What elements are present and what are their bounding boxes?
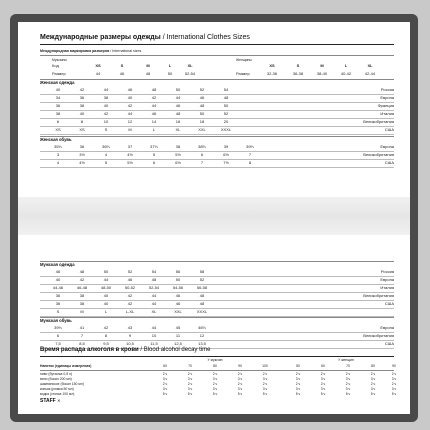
table-cell: XL bbox=[151, 309, 157, 314]
table-cell: 4 bbox=[104, 152, 108, 157]
table-cell: 5 ч bbox=[237, 392, 243, 396]
table-cell: 3 ч bbox=[345, 387, 351, 391]
table-cell: 11 bbox=[175, 333, 181, 338]
table-cell: 48-50 bbox=[100, 285, 112, 290]
table-cell: 2 ч bbox=[162, 382, 168, 386]
country-label: Европа bbox=[380, 95, 394, 100]
table-cell: 9 bbox=[128, 333, 132, 338]
table-cell: 52-54 bbox=[148, 285, 160, 290]
table-cell: 2 ч bbox=[345, 382, 351, 386]
intl-title-ru: Международные размеры одежды bbox=[40, 34, 161, 41]
table-cell: 18 bbox=[199, 119, 205, 124]
table-cell: 44 bbox=[103, 87, 109, 92]
table-cell: 58 bbox=[199, 269, 205, 274]
table-cell: 5 ч bbox=[212, 392, 218, 396]
table-cell: S bbox=[104, 127, 108, 132]
table-cell: 40 bbox=[127, 95, 133, 100]
table-row bbox=[40, 293, 394, 299]
brand-logo: STAFF ✕ bbox=[40, 398, 61, 404]
table-cell: 52 bbox=[223, 111, 229, 116]
country-label: Россия bbox=[380, 87, 394, 92]
table-cell: XXL bbox=[174, 309, 182, 314]
kod-label: Код bbox=[52, 63, 59, 68]
table-cell: 3 ч bbox=[162, 387, 168, 391]
table-cell: 52 bbox=[199, 87, 205, 92]
table-cell: XXL bbox=[198, 127, 206, 132]
table-cell: 3 ч bbox=[237, 377, 243, 381]
table-cell: 48 bbox=[151, 87, 157, 92]
table-cell: 50 bbox=[175, 277, 181, 282]
drink-name: пиво (бутылка 0,5 л) bbox=[40, 372, 73, 376]
table-cell: 3 ч bbox=[345, 377, 351, 381]
table-row bbox=[40, 119, 394, 125]
table-cell: 5½ bbox=[127, 160, 133, 165]
table-row bbox=[40, 285, 394, 291]
table-cell: 4 bbox=[56, 160, 60, 165]
table-cell: 2 ч bbox=[391, 372, 397, 376]
women-code-1: S bbox=[296, 63, 300, 68]
table-cell: 2 ч bbox=[391, 382, 397, 386]
table-cell: 2 ч bbox=[187, 372, 193, 376]
table-cell: 38 bbox=[79, 301, 85, 306]
drink-name: водка (стопка 100 мл) bbox=[40, 392, 75, 396]
table-cell: 48 bbox=[223, 95, 229, 100]
table-cell: 42 bbox=[127, 301, 133, 306]
alcohol-rule bbox=[40, 356, 394, 357]
table-cell: 4½ bbox=[79, 160, 85, 165]
weight-header: 90 bbox=[238, 364, 242, 368]
row-divider bbox=[40, 167, 394, 168]
table-cell: 42 bbox=[127, 103, 133, 108]
table-cell: 3 ч bbox=[262, 387, 268, 391]
table-cell: 7,5 bbox=[55, 341, 61, 346]
table-cell: 37⅓ bbox=[150, 144, 158, 149]
intl-sub-en: / International sizes bbox=[110, 49, 142, 53]
table-cell: 42 bbox=[103, 111, 109, 116]
country-label: Великобритания bbox=[363, 119, 394, 124]
table-cell: 40 bbox=[103, 293, 109, 298]
weight-header: 80 bbox=[371, 364, 375, 368]
table-cell: 2 ч bbox=[262, 372, 268, 376]
country-label: Великобритания bbox=[363, 293, 394, 298]
table-cell: 5 ч bbox=[320, 392, 326, 396]
table-cell: 38⅔ bbox=[198, 144, 206, 149]
table-cell: 46 bbox=[127, 87, 133, 92]
table-cell: 34 bbox=[55, 95, 61, 100]
table-cell: 35⅓ bbox=[54, 144, 62, 149]
weight-header: 60 bbox=[163, 364, 167, 368]
table-row bbox=[40, 103, 394, 109]
table-cell: 5½ bbox=[175, 152, 181, 157]
table-cell: 44-46 bbox=[52, 285, 64, 290]
weight-header: 70 bbox=[188, 364, 192, 368]
drink-name: вино (бокал 200 мл) bbox=[40, 377, 72, 381]
table-cell: 7½ bbox=[223, 160, 229, 165]
men-code-4: XL bbox=[187, 63, 193, 68]
table-cell: 2 ч bbox=[237, 382, 243, 386]
men-shoes-label: Мужская обувь bbox=[40, 318, 72, 323]
table-cell: 39⅓ bbox=[54, 325, 62, 330]
table-cell: 5 bbox=[152, 152, 156, 157]
table-cell: 2 ч bbox=[295, 382, 301, 386]
table-cell: 20 bbox=[223, 119, 229, 124]
men-code-3: L bbox=[168, 63, 172, 68]
men-size-1: 46 bbox=[119, 71, 125, 76]
table-cell: 5 ч bbox=[262, 392, 268, 396]
men-size-3: 50 bbox=[167, 71, 173, 76]
table-cell: 5 ч bbox=[162, 392, 168, 396]
weight-header: 60 bbox=[321, 364, 325, 368]
table-cell: L-XL bbox=[125, 309, 135, 314]
table-row bbox=[40, 144, 394, 150]
table-cell: 3 ч bbox=[187, 387, 193, 391]
table-cell: 50 bbox=[175, 87, 181, 92]
table-cell: 16 bbox=[175, 119, 181, 124]
table-cell: 42 bbox=[151, 95, 157, 100]
table-cell: 46⅔ bbox=[198, 325, 206, 330]
table-cell: 40 bbox=[103, 103, 109, 108]
table-cell: S bbox=[56, 309, 60, 314]
table-cell: 5 ч bbox=[370, 392, 376, 396]
country-label: Европа bbox=[380, 325, 394, 330]
table-cell: 46 bbox=[151, 111, 157, 116]
table-row bbox=[40, 87, 394, 93]
table-cell: 41 bbox=[79, 325, 85, 330]
women-shoes-label: Женская обувь bbox=[40, 137, 72, 142]
table-cell: 3 ч bbox=[295, 377, 301, 381]
table-cell: 7 bbox=[248, 152, 252, 157]
table-cell: 36⅔ bbox=[102, 144, 110, 149]
razmer-label: Размер bbox=[52, 71, 66, 76]
table-cell: 3 bbox=[56, 152, 60, 157]
table-cell: 40 bbox=[79, 111, 85, 116]
weight-header: 70 bbox=[346, 364, 350, 368]
country-label: Россия bbox=[380, 269, 394, 274]
table-cell: 44 bbox=[127, 111, 133, 116]
men-code-1: S bbox=[120, 63, 124, 68]
table-cell: 2 ч bbox=[345, 372, 351, 376]
drink-col-header: Напиток (единицы измерения) bbox=[40, 364, 92, 368]
table-cell: 46 bbox=[55, 269, 61, 274]
men-label: Мужчины bbox=[52, 58, 67, 62]
table-cell: 3 ч bbox=[391, 377, 397, 381]
table-cell: 12 bbox=[199, 333, 205, 338]
table-cell: 44 bbox=[151, 325, 157, 330]
weight-header: 100 bbox=[262, 364, 268, 368]
table-cell: 11,5 bbox=[150, 341, 158, 346]
table-cell: 6½ bbox=[175, 160, 181, 165]
table-cell: 3 ч bbox=[212, 377, 218, 381]
women-label: Женщины bbox=[236, 58, 252, 62]
alcohol-title-en: / Blood alcohol decay time bbox=[140, 347, 211, 353]
table-cell: 37 bbox=[127, 144, 133, 149]
country-label: Европа bbox=[380, 144, 394, 149]
table-cell: 38 bbox=[103, 95, 109, 100]
table-cell: 2 ч bbox=[162, 372, 168, 376]
table-cell: 43 bbox=[127, 325, 133, 330]
table-cell: 14 bbox=[151, 119, 157, 124]
table-cell: 44 bbox=[175, 95, 181, 100]
table-cell: 54 bbox=[223, 87, 229, 92]
women-size-4: 42-44 bbox=[364, 71, 376, 76]
country-label: Франция bbox=[377, 103, 394, 108]
country-label: Великобритания bbox=[363, 333, 394, 338]
table-cell: 5 ч bbox=[391, 392, 397, 396]
country-label: Великобритания bbox=[363, 152, 394, 157]
men-size-0: 44 bbox=[95, 71, 101, 76]
table-cell: 2 ч bbox=[295, 372, 301, 376]
table-cell: 3 ч bbox=[187, 377, 193, 381]
table-cell: 2 ч bbox=[187, 382, 193, 386]
table-cell: 45 bbox=[175, 325, 181, 330]
table-cell: 56 bbox=[175, 269, 181, 274]
table-cell: 48 bbox=[175, 111, 181, 116]
table-cell: 3 ч bbox=[320, 377, 326, 381]
table-cell: 2 ч bbox=[212, 372, 218, 376]
men-size-2: 48 bbox=[145, 71, 151, 76]
table-cell: 10 bbox=[103, 119, 109, 124]
table-cell: 40 bbox=[55, 277, 61, 282]
spread-fold bbox=[18, 197, 410, 235]
table-cell: 52 bbox=[199, 277, 205, 282]
table-cell: 52 bbox=[127, 269, 133, 274]
table-cell: 6 bbox=[56, 333, 60, 338]
intl-subtitle bbox=[40, 49, 394, 53]
table-cell: 36 bbox=[79, 144, 85, 149]
table-cell: 6½ bbox=[223, 152, 229, 157]
table-row bbox=[40, 111, 394, 117]
table-cell: 46 bbox=[175, 103, 181, 108]
table-cell: 36 bbox=[55, 103, 61, 108]
table-cell: 3 ч bbox=[212, 387, 218, 391]
table-row bbox=[40, 95, 394, 101]
country-label: США bbox=[384, 160, 394, 165]
table-cell: 42 bbox=[79, 87, 85, 92]
table-cell: 56-58 bbox=[196, 285, 208, 290]
table-cell: 48 bbox=[199, 103, 205, 108]
table-cell: 38 bbox=[79, 293, 85, 298]
table-cell: XXXL bbox=[196, 309, 208, 314]
table-cell: 8 bbox=[80, 119, 84, 124]
table-cell: XS bbox=[55, 127, 61, 132]
table-cell: 48 bbox=[151, 277, 157, 282]
table-cell: 40 bbox=[103, 301, 109, 306]
table-cell: 46 bbox=[199, 95, 205, 100]
table-row bbox=[40, 269, 394, 275]
table-row bbox=[40, 160, 394, 166]
table-row bbox=[40, 325, 394, 331]
table-cell: 3 ч bbox=[370, 387, 376, 391]
intl-codes-row bbox=[40, 63, 394, 69]
weight-header: 50 bbox=[296, 364, 300, 368]
table-cell: 5 ч bbox=[187, 392, 193, 396]
table-cell: 3 ч bbox=[162, 377, 168, 381]
table-cell: 2 ч bbox=[320, 382, 326, 386]
women-size-1: 36-38 bbox=[292, 71, 304, 76]
table-cell: 2 ч bbox=[370, 372, 376, 376]
women-clothes-label: Женская одежда bbox=[40, 80, 75, 85]
table-cell: 10 bbox=[151, 333, 157, 338]
table-cell: 7 bbox=[80, 333, 84, 338]
table-cell: 7 bbox=[200, 160, 204, 165]
table-cell: 42 bbox=[103, 325, 109, 330]
table-cell: 2 ч bbox=[262, 382, 268, 386]
table-cell: M bbox=[80, 309, 84, 314]
country-label: США bbox=[384, 301, 394, 306]
women-code-2: M bbox=[320, 63, 324, 68]
table-cell: XXXL bbox=[220, 127, 232, 132]
table-cell: 8 bbox=[248, 160, 252, 165]
table-cell: 5 bbox=[104, 160, 108, 165]
table-cell: 54-56 bbox=[172, 285, 184, 290]
women-size-0: 32-36 bbox=[266, 71, 278, 76]
table-cell: 8,5 bbox=[79, 341, 85, 346]
table-cell: 5 ч bbox=[295, 392, 301, 396]
women-group: У женщин bbox=[338, 358, 354, 362]
table-cell: 3 ч bbox=[320, 387, 326, 391]
table-row bbox=[40, 152, 394, 158]
table-row bbox=[40, 277, 394, 283]
table-cell: 13,5 bbox=[198, 341, 206, 346]
table-cell: 3 ч bbox=[295, 387, 301, 391]
table-cell: 38 bbox=[175, 144, 181, 149]
intl-sub-ru: Международная маркировка размеров bbox=[40, 49, 110, 53]
table-cell: 12,5 bbox=[174, 341, 182, 346]
table-cell: XS bbox=[79, 127, 85, 132]
alcohol-header-rule bbox=[40, 370, 394, 371]
table-cell: L bbox=[104, 309, 108, 314]
men-clothes-label: Мужская одежда bbox=[40, 262, 75, 267]
table-cell: 4½ bbox=[127, 152, 133, 157]
table-cell: 44 bbox=[151, 103, 157, 108]
table-cell: 50-52 bbox=[124, 285, 136, 290]
notebook-cover bbox=[10, 14, 418, 422]
table-cell: 42 bbox=[79, 277, 85, 282]
table-cell: 39 bbox=[223, 144, 229, 149]
table-cell: 3 ч bbox=[237, 387, 243, 391]
table-cell: 5 ч bbox=[345, 392, 351, 396]
intl-title bbox=[40, 34, 394, 41]
table-cell: 50 bbox=[103, 269, 109, 274]
women-code-3: L bbox=[344, 63, 348, 68]
country-label: Европа bbox=[380, 277, 394, 282]
drink-name: шампанское (бокал 150 мл) bbox=[40, 382, 84, 386]
table-cell: XL bbox=[175, 127, 181, 132]
table-cell: 44 bbox=[103, 277, 109, 282]
table-cell: 6 bbox=[200, 152, 204, 157]
table-cell: 48 bbox=[79, 269, 85, 274]
table-cell: 50 bbox=[199, 111, 205, 116]
women-size-3: 40-42 bbox=[340, 71, 352, 76]
table-cell: 36 bbox=[79, 95, 85, 100]
women-code-4: XL bbox=[367, 63, 373, 68]
table-row bbox=[40, 333, 394, 339]
weight-header: 90 bbox=[392, 364, 396, 368]
table-cell: 44 bbox=[151, 293, 157, 298]
intl-sizes-row bbox=[40, 71, 394, 77]
country-label: США bbox=[384, 341, 394, 346]
alcohol-title-ru: Время распада алкоголя в крови bbox=[40, 347, 139, 353]
table-cell: 48 bbox=[199, 301, 205, 306]
table-row bbox=[40, 127, 394, 133]
weight-header: 80 bbox=[213, 364, 217, 368]
table-cell: 2 ч bbox=[237, 372, 243, 376]
page-top bbox=[18, 22, 410, 197]
men-code-0: XS bbox=[95, 63, 101, 68]
table-cell: 3 ч bbox=[370, 377, 376, 381]
table-cell: 6 bbox=[56, 119, 60, 124]
table-cell: M bbox=[128, 127, 132, 132]
table-cell: 10,5 bbox=[126, 341, 134, 346]
table-cell: 46 bbox=[175, 293, 181, 298]
table-cell: L bbox=[152, 127, 156, 132]
table-cell: 46 bbox=[127, 277, 133, 282]
table-cell: 46 bbox=[175, 301, 181, 306]
table-cell: 3 ч bbox=[262, 377, 268, 381]
table-row bbox=[40, 309, 394, 315]
table-cell: 2 ч bbox=[212, 382, 218, 386]
table-cell: 2 ч bbox=[370, 382, 376, 386]
table-cell: 44 bbox=[151, 301, 157, 306]
page-spread bbox=[18, 22, 410, 414]
table-cell: 48 bbox=[199, 293, 205, 298]
table-cell: 3 ч bbox=[391, 387, 397, 391]
table-row bbox=[40, 392, 397, 397]
country-label: Италия bbox=[380, 111, 394, 116]
table-cell: 46-48 bbox=[76, 285, 88, 290]
table-cell: 38 bbox=[79, 103, 85, 108]
table-row bbox=[40, 301, 394, 307]
table-cell: 39⅓ bbox=[246, 144, 254, 149]
title-rule bbox=[40, 44, 394, 45]
sub-rule bbox=[40, 55, 394, 56]
women-size-2: 38-40 bbox=[316, 71, 328, 76]
country-label: Италия bbox=[380, 285, 394, 290]
men-group: У мужчин bbox=[207, 358, 223, 362]
table-cell: 38 bbox=[55, 111, 61, 116]
table-cell: 8 bbox=[104, 333, 108, 338]
row-divider bbox=[40, 134, 394, 135]
table-cell: 2 ч bbox=[320, 372, 326, 376]
intl-title-en: / International Clothes Sizes bbox=[162, 34, 250, 41]
men-size-4: 52-54 bbox=[184, 71, 196, 76]
table-cell: 50 bbox=[223, 103, 229, 108]
men-code-2: M bbox=[146, 63, 150, 68]
table-cell: 42 bbox=[127, 293, 133, 298]
table-cell: 40 bbox=[55, 87, 61, 92]
women-code-0: XS bbox=[269, 63, 275, 68]
drink-name: коньяк (рюмка 50 мл) bbox=[40, 387, 74, 391]
country-label: США bbox=[384, 127, 394, 132]
table-cell: 3½ bbox=[79, 152, 85, 157]
alcohol-title bbox=[40, 347, 394, 353]
razmer-label-w: Размер bbox=[236, 71, 250, 76]
page-bottom bbox=[18, 235, 410, 414]
table-cell: 36 bbox=[55, 293, 61, 298]
table-cell: 9,5 bbox=[103, 341, 109, 346]
table-cell: 54 bbox=[151, 269, 157, 274]
brand-text: STAFF bbox=[40, 398, 56, 404]
table-cell: 12 bbox=[127, 119, 133, 124]
table-cell: 6 bbox=[152, 160, 156, 165]
table-cell: 36 bbox=[55, 301, 61, 306]
